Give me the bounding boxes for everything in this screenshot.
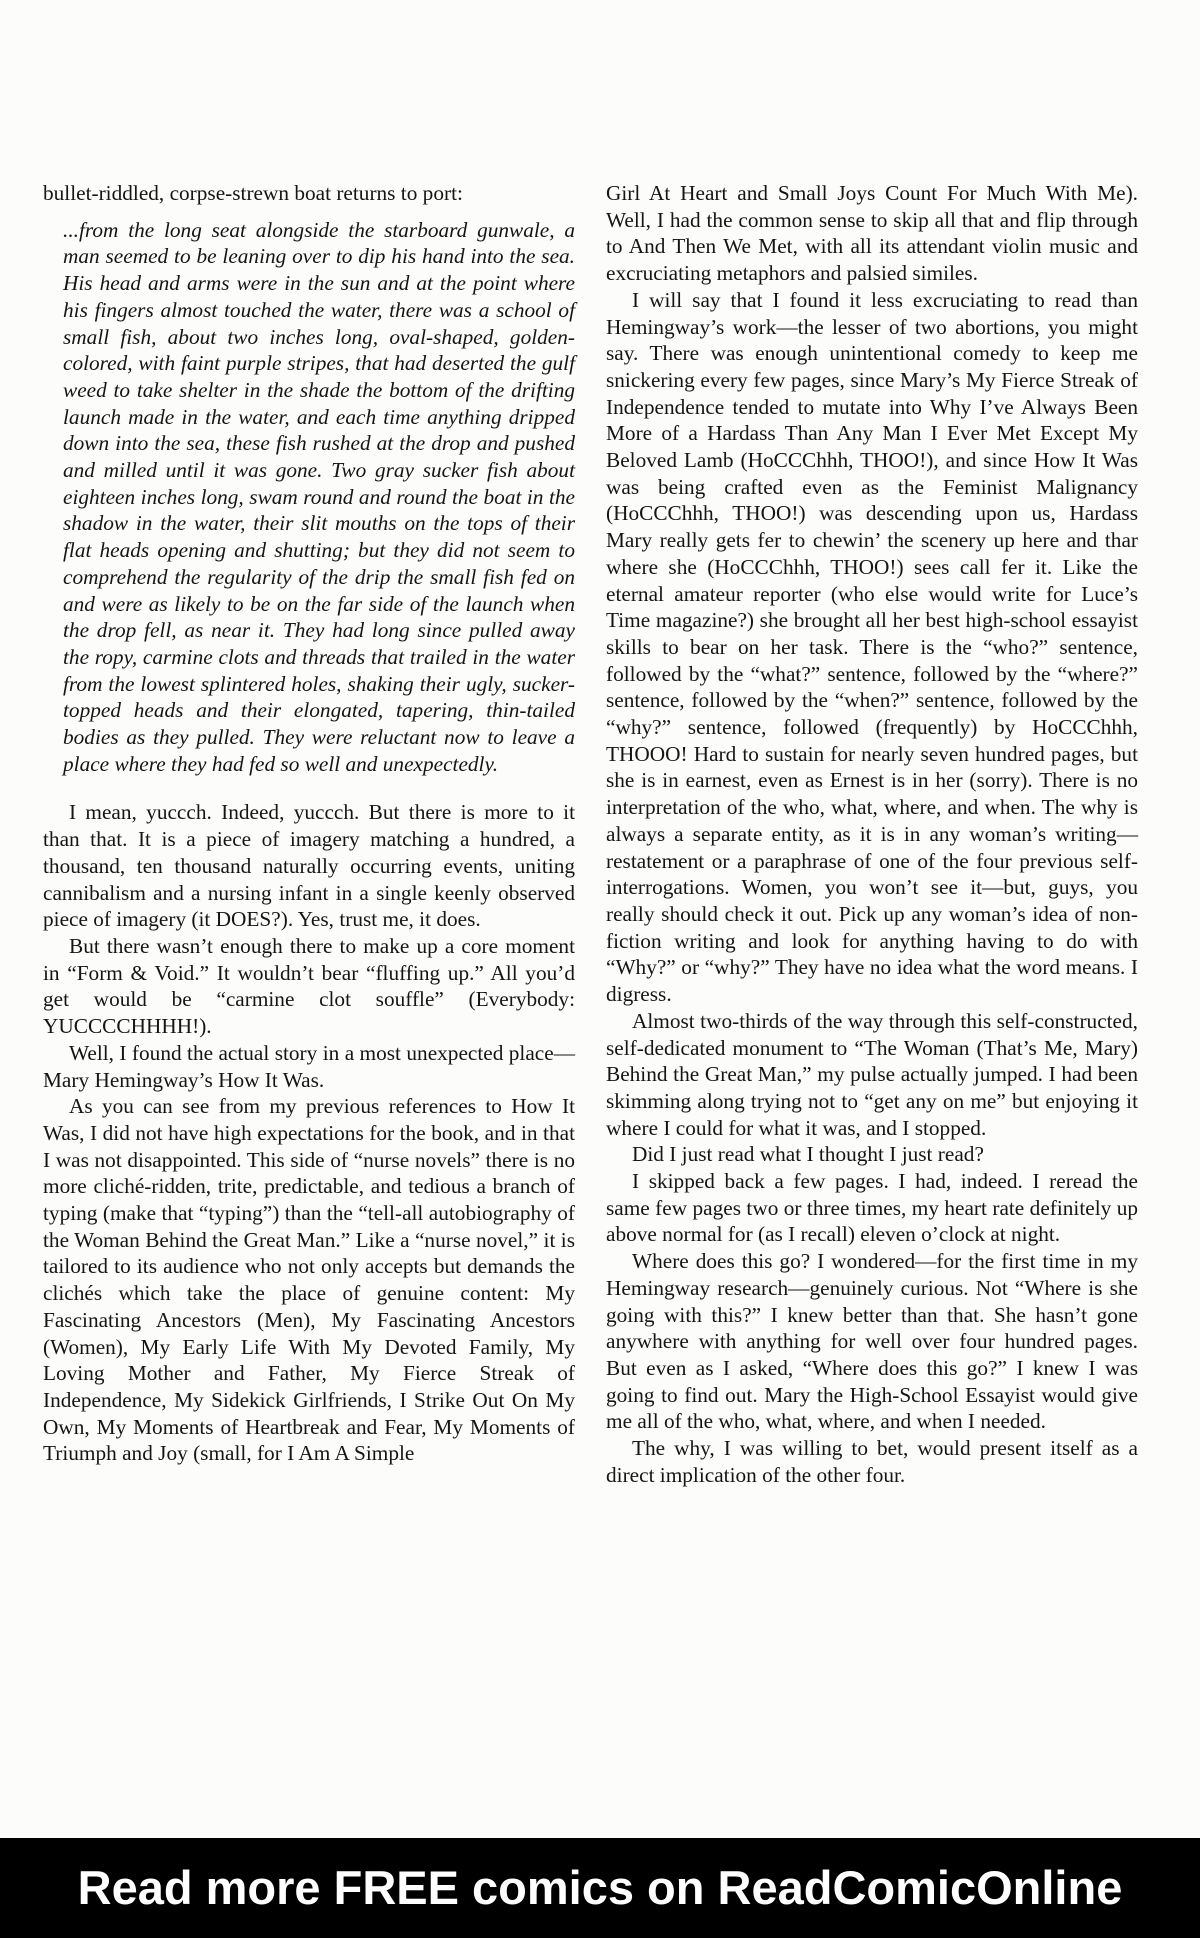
right-column: [606, 180, 1138, 1488]
paragraph: Well, I found the actual story in a most unexpected place—Mary Hemingway’s How It Was.: [43, 1040, 575, 1092]
paragraph: I will say that I found it less excruciating to read than Hemingway’s work—the lesser of two abortions, you might say. There was enough unintentional comedy to keep me snickering every few pages, since Mary’s My Fierce Streak of Independence tended to mutate into Why I’ve Always Been More of a Hardass Than Any Man I Ever Met Except My Beloved Lamb (HoCCChhh, THOO!), and since How It Was was being crafted even as the Feminist Malignancy (HoCCChhh, THOO!) was descending upon us, Hardass Mary really gets fer to chewin’ the scenery up here and thar where she (HoCCChhh, THOO!) sees call fer it. Like the eternal amateur reporter (who else would write for Luce’s Time magazine?) she brought all her best high-school essayist skills to bear on her task. There is the “who?” sentence, followed by the “what?” sentence, followed by the “where?” sentence, followed by the “when?” sentence, followed by the “why?” sentence, followed (frequently) by HoCCChhh, THOOO! Hard to sustain for nearly seven hundred pages, but she is in earnest, even as Ernest is in her (sorry). There is no interpretation of the who, what, where, and when. The why is always a separate entity, as it is in any woman’s writing—restatement or a paraphrase of one of the four previous self-interrogations. Women, you won’t see it—but, guys, you really should check it out. Pick up any woman’s idea of non-fiction writing and look for anything having to do with “Why?” or “why?” They have no idea what the word means. I digress.: [606, 287, 1138, 1007]
block-quote: ...from the long seat alongside the starboard gunwale, a man seemed to be leaning over to dip his hand into the sea. His head and arms were in the sun and at the point where his fingers almost touched the water, there was a school of small fish, about two inches long, oval-shaped, golden-colored, with faint purple stripes, that had deserted the gulf weed to take shelter in the shade the bottom of the drifting launch made in the water, and each time anything dripped down into the sea, these fish rushed at the drop and pushed and milled until it was gone. Two gray sucker fish about eighteen inches long, swam round and round the boat in the shadow in the water, their slit mouths on the tops of their flat heads opening and shutting; but they did not seem to comprehend the regularity of the drip the small fish fed on and were as likely to be on the far side of the launch when the drop fell, as near it. They had long since pulled away the ropy, carmine clots and threads that trailed in the water from the lowest splintered holes, shaking their ugly, sucker-topped heads and their elongated, tapering, thin-tailed bodies as they pulled. They were reluctant now to leave a place where they had fed so well and unexpectedly.: [63, 217, 575, 776]
paragraph: The why, I was willing to bet, would present itself as a direct implication of the other four.: [606, 1436, 1138, 1487]
paragraph: Girl At Heart and Small Joys Count For Much With Me). Well, I had the common sense to skip all that and flip through to And Then We Met, with all its attendant violin music and excruciating metaphors and palsied similes.: [606, 181, 1138, 286]
paragraph: bullet-riddled, corpse-strewn boat returns to port:: [43, 181, 463, 205]
paragraph: But there wasn’t enough there to make up a core moment in “Form & Void.” It wouldn’t bear “fluffing up.” All you’d get would be “carmine clot souffle” (Everybody: YUCCCCHHHH!).: [43, 933, 575, 1039]
paragraph: Did I just read what I thought I just read?: [632, 1142, 984, 1167]
paragraph: I skipped back a few pages. I had, indeed. I reread the same few pages two or three times, my heart rate definitely up above normal for (as I recall) eleven o’clock at night.: [606, 1169, 1138, 1247]
paragraph: Where does this go? I wondered—for the first time in my Hemingway research—genuinely curious. Not “Where is she going with this?” I knew better than that. She hasn’t gone anywhere with anything for well over four hundred pages. But even as I asked, “Where does this go?” I knew I was going to find out. Mary the High-School Essayist would give me all of the who, what, where, and when I needed.: [606, 1249, 1138, 1434]
paragraph: Almost two-thirds of the way through this self-constructed, self-dedicated monument to “The Woman (That’s Me, Mary) Behind the Great Man,” my pulse actually jumped. I had been skimming along trying not to “get any on me” but enjoying it where I could for what it was, and I stopped.: [606, 1008, 1138, 1140]
paragraph: As you can see from my previous references to How It Was, I did not have high expectations for the book, and in that I was not disappointed. This side of “nurse novels” there is no more cliché-ridden, trite, predictable, and tedious a branch of typing (make that “typing”) than the “tell-all autobiography of the Woman Behind the Great Man.” Like a “nurse novel,” it is tailored to its audience who not only accepts but demands the clichés which take the place of genuine content: My Fascinating Ancestors (Men), My Fascinating Ancestors (Women), My Early Life With My Devoted Family, My Loving Mother and Father, My Fierce Streak of Independence, My Sidekick Girlfriends, I Strike Out On My Own, My Moments of Heartbreak and Fear, My Moments of Triumph and Joy (small, for I Am A Simple: [43, 1094, 575, 1466]
promo-banner[interactable]: Read more FREE comics on ReadComicOnline: [0, 1838, 1200, 1938]
paragraph: I mean, yuccch. Indeed, yuccch. But there is more to it than that. It is a piece of imagery matching a hundred, a thousand, ten thousand naturally occurring events, uniting cannibalism and a nursing infant in a single keenly observed piece of imagery (it DOES?). Yes, trust me, it does.: [43, 800, 575, 932]
left-column: [43, 180, 575, 1467]
